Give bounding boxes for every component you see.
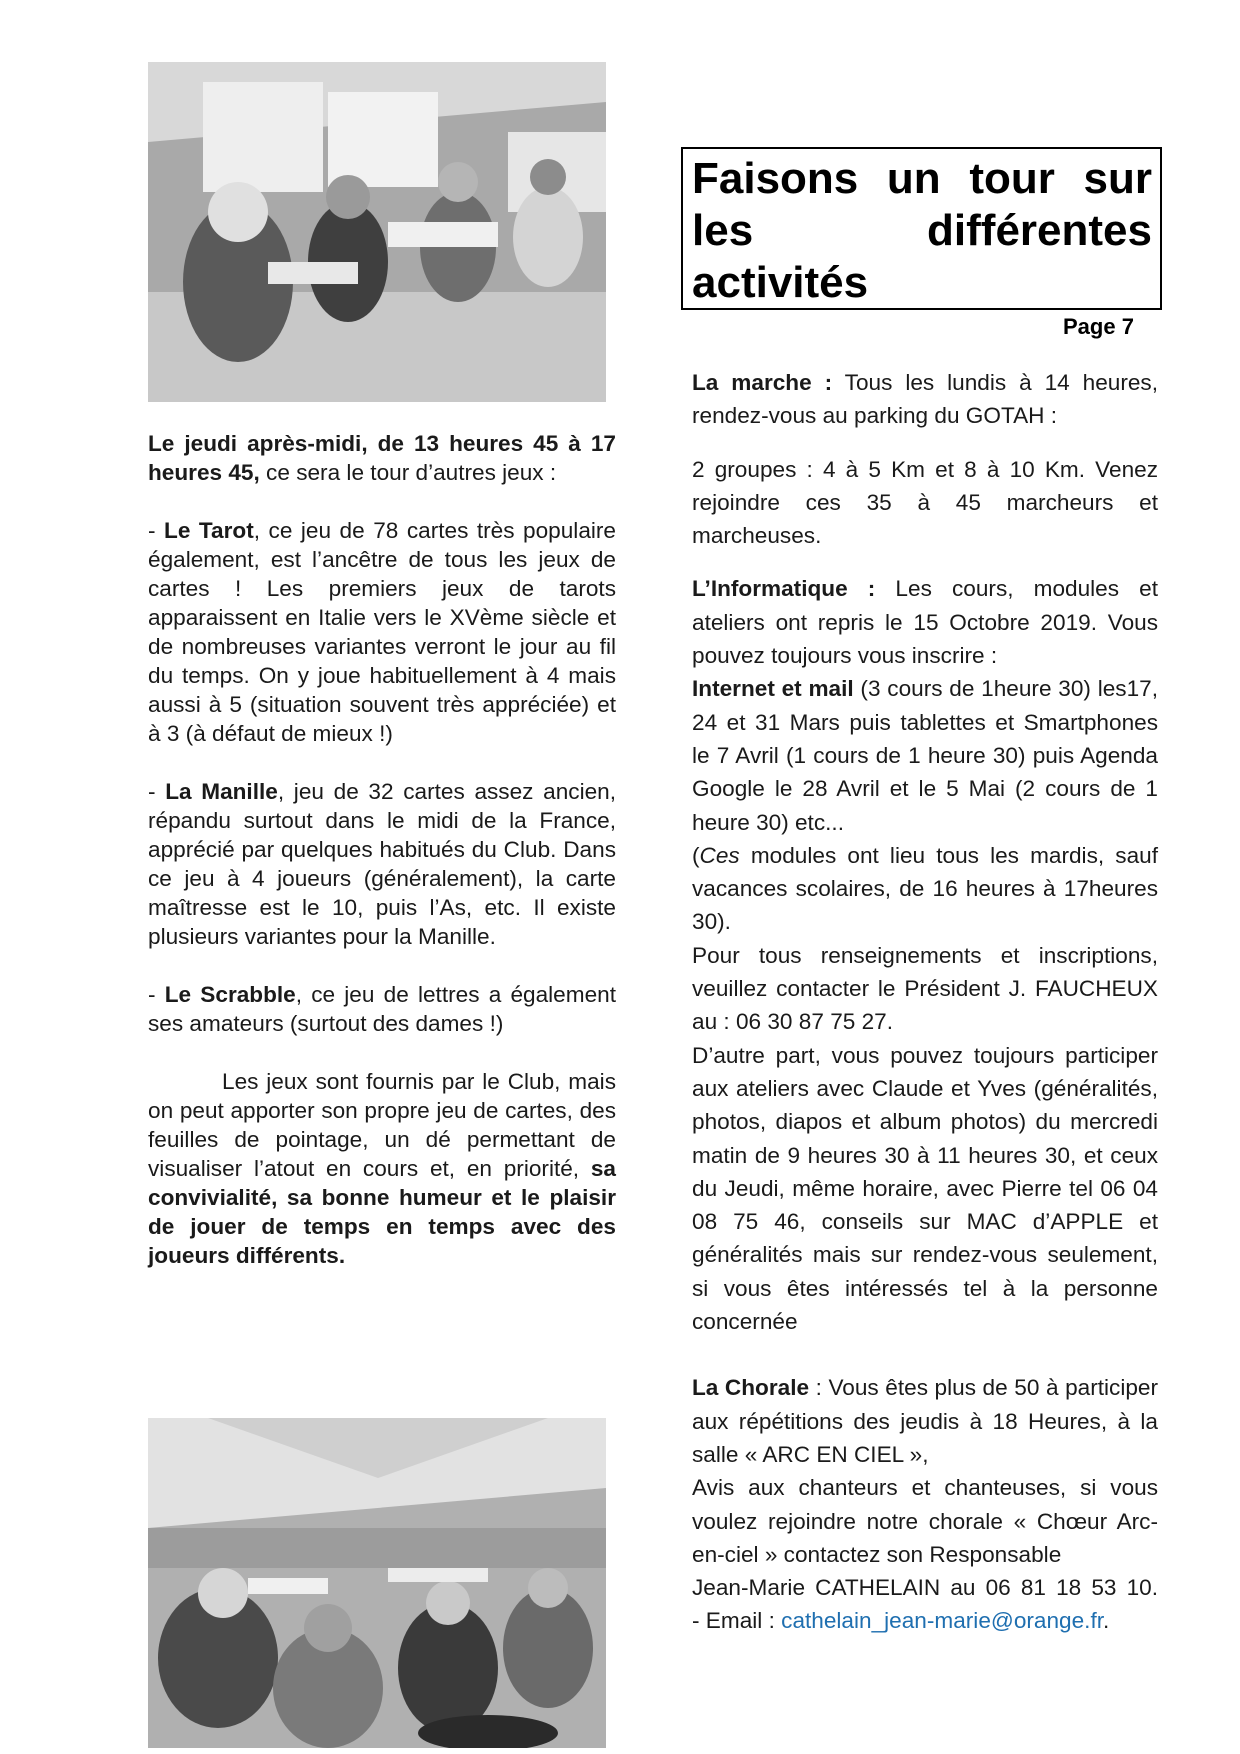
president-paragraph: Pour tous renseignements et inscriptions, veuillez contacter le Président J. FAUCHEUX au : 06 30 87 75 27. xyxy=(692,942,1158,1035)
email-end: . xyxy=(1103,1608,1110,1634)
contact-text: Jean-Marie CATHELAIN au 06 81 18 53 10. - Email : xyxy=(692,1575,1209,1634)
intro-bold: Le jeudi après-midi, de 13 heures 45 à 17 heures 45, xyxy=(148,431,616,485)
marche-paragraph xyxy=(692,366,1158,433)
modules-italic: Ces xyxy=(699,842,740,868)
scrabble-title: Le Scrabble xyxy=(164,982,296,1007)
info-text: Les cours, modules et ateliers ont repris le 15 Octobre 2019. Vous pouvez toujours vous inscrire : xyxy=(692,576,1159,669)
game-hall-photo xyxy=(148,1418,606,1748)
marche-title: La marche : xyxy=(692,370,833,395)
avis-paragraph: Avis aux chanteurs et chanteuses, si vous voulez rejoindre notre chorale « Chœur Arc-en-ciel » contactez son Responsable xyxy=(692,1475,1158,1567)
modules-open: ( xyxy=(692,842,700,868)
scrabble-paragraph xyxy=(148,980,616,1038)
manille-paragraph xyxy=(148,777,616,951)
spacer xyxy=(692,552,1158,572)
tarot-dash: - xyxy=(148,518,165,543)
spacer xyxy=(692,433,1158,453)
contact-paragraph xyxy=(692,1571,1209,1638)
manille-text: , jeu de 32 cartes assez ancien, répandu surtout dans le midi de la France, apprécié par quelques habitués du Club. Dans ce jeu à 4 joueurs (généralement), la carte maîtresse est le 10, puis l’As, etc. Il existe plusieurs variantes pour la Manille. xyxy=(148,779,616,949)
closing-text: Les jeux sont fournis par le Club, mais on peut apporter son propre jeu de cartes, des feuilles de pointage, un dé permettant de visualiser l’atout en cours et, en priorité, xyxy=(148,1069,616,1181)
left-column xyxy=(148,429,616,1299)
modules-paragraph xyxy=(692,839,1158,939)
chorale-text: : Vous êtes plus de 50 à participer aux répétitions des jeudis à 18 Heures, à la salle « ARC EN CIEL », xyxy=(692,1375,1159,1467)
info-title: L’Informatique : xyxy=(692,576,876,602)
info-paragraph xyxy=(692,572,1158,672)
spacer xyxy=(692,1338,1158,1371)
closing-paragraph xyxy=(148,1067,616,1270)
ateliers-paragraph: D’autre part, vous pouvez toujours participer aux ateliers avec Claude et Yves (généralités, photos, diapos et album photos) du mercredi matin de 9 heures 30 à 11 heures 30, et ceux du Jeudi, même horaire, avec Pierre tel 06 04 08 75 46, conseils sur MAC d’APPLE et généralités mais sur rendez-vous seulement, si vous êtes intéressés tel à la personne concernée xyxy=(692,1042,1158,1335)
page-number: Page 7 xyxy=(1063,314,1134,339)
intro-paragraph xyxy=(148,429,616,487)
scrabble-dash: - xyxy=(148,982,165,1007)
right-column xyxy=(692,366,1209,1638)
chorale-paragraph xyxy=(692,1371,1158,1471)
modules-text: modules ont lieu tous les mardis, sauf vacances scolaires, de 16 heures à 17heures 30). xyxy=(692,842,1158,935)
internet-title: Internet et mail xyxy=(692,676,854,702)
page-title: Faisons un tour sur les différentes activités xyxy=(692,154,1152,307)
intro-rest: ce sera le tour d’autres jeux : xyxy=(259,460,557,485)
tarot-paragraph xyxy=(148,516,616,748)
tarot-text: , ce jeu de 78 cartes très populaire également, est l’ancêtre de tous les jeux de cartes ! Les premiers jeux de tarots apparaissent en Italie vers le XVème siècle et de nombreuses variantes verront le jour au fil du temps. On y joue habituellement à 4 mais aussi à 5 (situation souvent très appréciée) et à 3 (à défaut de mieux !) xyxy=(148,518,617,746)
manille-title: La Manille xyxy=(165,779,278,804)
manille-dash: - xyxy=(148,779,166,804)
closing-bold: sa convivialité, sa bonne humeur et le plaisir de jouer de temps en temps avec des joueurs différents. xyxy=(148,1156,616,1268)
email-link[interactable]: cathelain_jean-marie@orange.fr xyxy=(781,1608,1104,1634)
tarot-title: Le Tarot xyxy=(164,518,254,543)
scrabble-text: , ce jeu de lettres a également ses amateurs (surtout des dames !) xyxy=(148,982,616,1036)
marche-groups: 2 groupes : 4 à 5 Km et 8 à 10 Km. Venez rejoindre ces 35 à 45 marcheurs et marcheuses. xyxy=(692,456,1158,549)
title-box xyxy=(681,147,1162,310)
internet-paragraph xyxy=(692,672,1158,838)
marche-text: Tous les lundis à 14 heures, rendez-vous au parking du GOTAH : xyxy=(692,370,1159,429)
card-players-photo xyxy=(148,62,606,402)
internet-text: (3 cours de 1heure 30) les17, 24 et 31 Mars puis tablettes et Smartphones le 7 Avril (1 cours de 1 heure 30) puis Agenda Google le 28 Avril et le 5 Mai (2 cours de 1 heure 30) etc... xyxy=(692,676,1158,835)
chorale-title: La Chorale xyxy=(692,1375,810,1401)
